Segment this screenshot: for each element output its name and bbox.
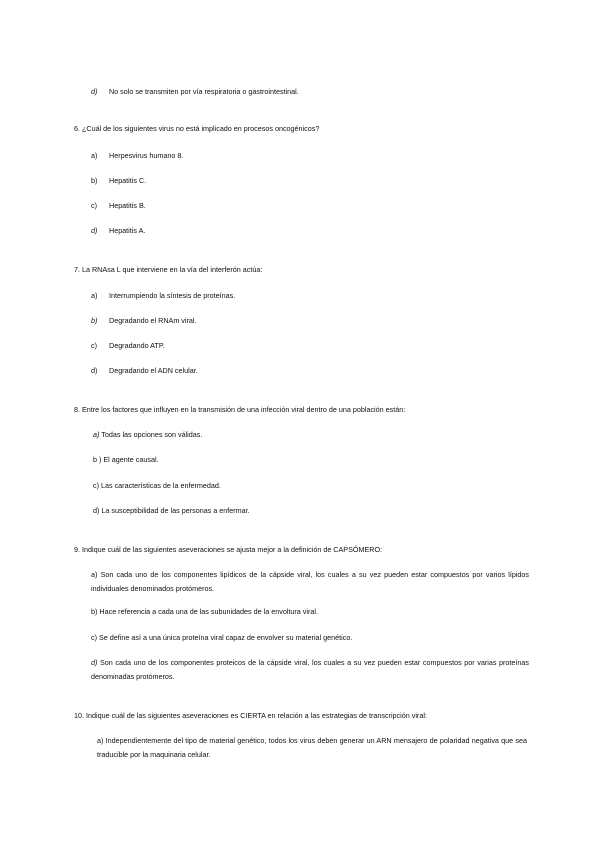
q9-option-a-text: Son cada uno de los componentes lipídicos de la cápside viral, los cuales a su vez pueden estar compuestos por varios lípidos individuales denominados protómeros. bbox=[91, 570, 530, 593]
q8-option-b-label: b ) bbox=[93, 455, 102, 464]
q10-option-a bbox=[97, 734, 527, 762]
q6-option-a-text: Herpesvirus humano 8. bbox=[109, 151, 184, 160]
q7-option-c-text: Degradando ATP. bbox=[109, 341, 165, 350]
q7-option-a-text: Interrumpiendo la síntesis de proteínas. bbox=[109, 291, 236, 300]
question-10: 10. Indique cuál de las siguientes aseveraciones es CIERTA en relación a las estrategias de transcripción viral: bbox=[74, 711, 427, 720]
q8-option-a bbox=[93, 430, 202, 439]
q7-option-d-label: d) bbox=[91, 366, 98, 375]
q7-option-d-text: Degradando el ADN celular. bbox=[109, 366, 198, 375]
q8-option-d-text: La susceptibilidad de las personas a enfermar. bbox=[101, 506, 250, 515]
q5-option-d-text: No solo se transmiten por vía respiratoria o gastrointestinal. bbox=[109, 87, 299, 96]
q9-option-a-label: a) bbox=[91, 570, 98, 579]
q6-option-b-label: b) bbox=[91, 176, 98, 185]
q9-option-b bbox=[91, 607, 318, 616]
q6-option-d-text: Hepatitis A. bbox=[109, 226, 146, 235]
q9-option-d-label: d) bbox=[91, 658, 98, 667]
q9-option-b-text: Hace referencia a cada una de las subunidades de la envoltura viral. bbox=[99, 607, 318, 616]
q9-option-b-label: b) bbox=[91, 607, 98, 616]
q5-option-d-label: d) bbox=[91, 87, 98, 96]
question-8: 8. Entre los factores que influyen en la transmisión de una infección viral dentro de una población están: bbox=[74, 405, 406, 414]
q10-option-a-label: a) bbox=[97, 736, 104, 745]
question-9: 9. Indique cuál de las siguientes aseveraciones se ajusta mejor a la definición de CAPSÓMERO: bbox=[74, 545, 383, 554]
q6-option-b-text: Hepatitis C. bbox=[109, 176, 147, 185]
q9-option-a bbox=[91, 568, 529, 596]
q7-option-b-text: Degradando el RNAm viral. bbox=[109, 316, 197, 325]
q8-option-d-label: d) bbox=[93, 506, 100, 515]
q9-option-c-text: Se define así a una única proteína viral capaz de envolver su material genético. bbox=[99, 633, 353, 642]
q6-option-c-label: c) bbox=[91, 201, 97, 210]
q8-option-a-text: Todas las opciones son válidas. bbox=[101, 430, 203, 439]
q8-option-b-text: El agente causal. bbox=[103, 455, 159, 464]
q7-option-c-label: c) bbox=[91, 341, 97, 350]
q8-option-c-label: c) bbox=[93, 481, 99, 490]
q8-option-c bbox=[93, 481, 221, 490]
q9-option-d-text: Son cada uno de los componentes proteicos de la cápside viral, los cuales a su vez pueden estar compuestos por varias proteínas denominadas protómeros. bbox=[91, 658, 529, 681]
q6-option-a-label: a) bbox=[91, 151, 98, 160]
q9-option-c-label: c) bbox=[91, 633, 97, 642]
q8-option-d bbox=[93, 506, 250, 515]
q6-option-d-label: d) bbox=[91, 226, 98, 235]
q7-option-b-label: b) bbox=[91, 316, 98, 325]
q8-option-c-text: Las características de la enfermedad. bbox=[101, 481, 221, 490]
q10-option-a-text: Independientemente del tipo de material genético, todos los virus deben generar un ARN mensajero de polaridad negativa que sea traducible por la maquinaria celular. bbox=[97, 736, 527, 759]
question-6: 6. ¿Cuál de los siguientes virus no está implicado en procesos oncogénicos? bbox=[74, 124, 320, 133]
q9-option-d bbox=[91, 656, 529, 684]
q7-option-a-label: a) bbox=[91, 291, 98, 300]
q8-option-b bbox=[93, 455, 159, 464]
q9-option-c bbox=[91, 633, 352, 642]
q8-option-a-label: a) bbox=[93, 430, 100, 439]
question-7: 7. La RNAsa L que interviene en la vía del interferón actúa: bbox=[74, 265, 263, 274]
q6-option-c-text: Hepatitis B. bbox=[109, 201, 146, 210]
